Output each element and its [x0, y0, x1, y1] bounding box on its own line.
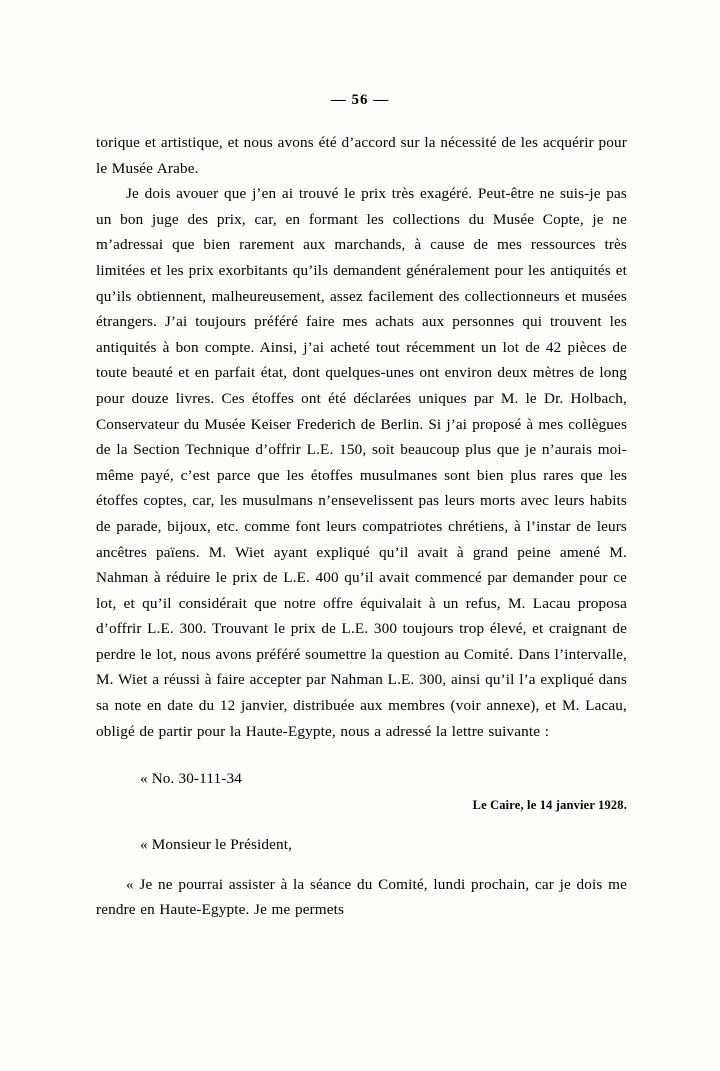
paragraph-continuation: torique et artistique, et nous avons été d’accord sur la nécessité de les acquérir pour le Musée Arabe. — [96, 134, 627, 177]
letter-body: « Je ne pourrai assister à la séance du Comité, lundi prochain, car je dois me rendre en Haute-Egypte. Je me permets — [96, 875, 627, 919]
letter-reference-row — [96, 766, 627, 792]
page-number: — 56 — — [330, 92, 390, 108]
letter-place-date-row — [96, 792, 627, 818]
letter-block — [96, 766, 627, 923]
letter-place-date: Le Caire, le 14 janvier 1928. — [472, 798, 627, 813]
body-text-column — [96, 130, 627, 923]
letter-salutation: « Monsieur le Président, — [140, 836, 293, 854]
letter-reference: « No. 30-111-34 — [140, 770, 242, 788]
paragraph-main: Je dois avouer que j’en ai trouvé le prix très exagéré. Peut-être ne suis-je pas un bon juge des prix, car, en formant les collections du Musée Copte, je ne m’adressai que bien rarement aux marchands, à cause de mes ressources très limitées et les prix exorbitants qu’ils demandent généralement pour les antiquités et qu’ils obtiennent, malheureusement, assez facilement des collectionneurs et musées étrangers. J’ai toujours préféré faire mes achats aux personnes qui trouvent les antiquités à bon compte. Ainsi, j’ai acheté tout récemment un lot de 42 pièces de toute beauté et en parfait état, dont quelques-unes ont environ deux mètres de long pour douze livres. Ces étoffes ont été déclarées uniques par M. le Dr. Holbach, Conservateur du Musée Keiser Frederich de Berlin. Si j’ai proposé à mes collègues de la Section Technique d’offrir L.E. 150, soit beaucoup plus que je n’aurais moi-même payé, c’est parce que les étoffes musulmanes sont bien plus rares que les étoffes coptes, car, les musulmans n’ensevelissent pas leurs morts avec leurs habits de parade, bijoux, etc. comme font leurs compatriotes chrétiens, à l’instar de leurs ancêtres païens. M. Wiet ayant expliqué qu’il avait à grand peine amené M. Nahman à réduire le prix de L.E. 400 qu’il avait commencé par demander pour ce lot, et qu’il considérait que notre offre équivalait à un refus, M. Lacau proposa d’offrir L.E. 300. Trouvant le prix de L.E. 300 toujours trop élevé, et craignant de perdre le lot, nous avons préféré soumettre la question au Comité. Dans l’intervalle, M. Wiet a réussi à faire accepter par Nahman L.E. 300, ainsi qu’il l’a expliqué dans sa note en date du 12 janvier, distribuée aux membres (voir annexe), et M. Lacau, obligé de partir pour la Haute-Egypte, nous a adressé la lettre suivante : — [96, 185, 627, 740]
